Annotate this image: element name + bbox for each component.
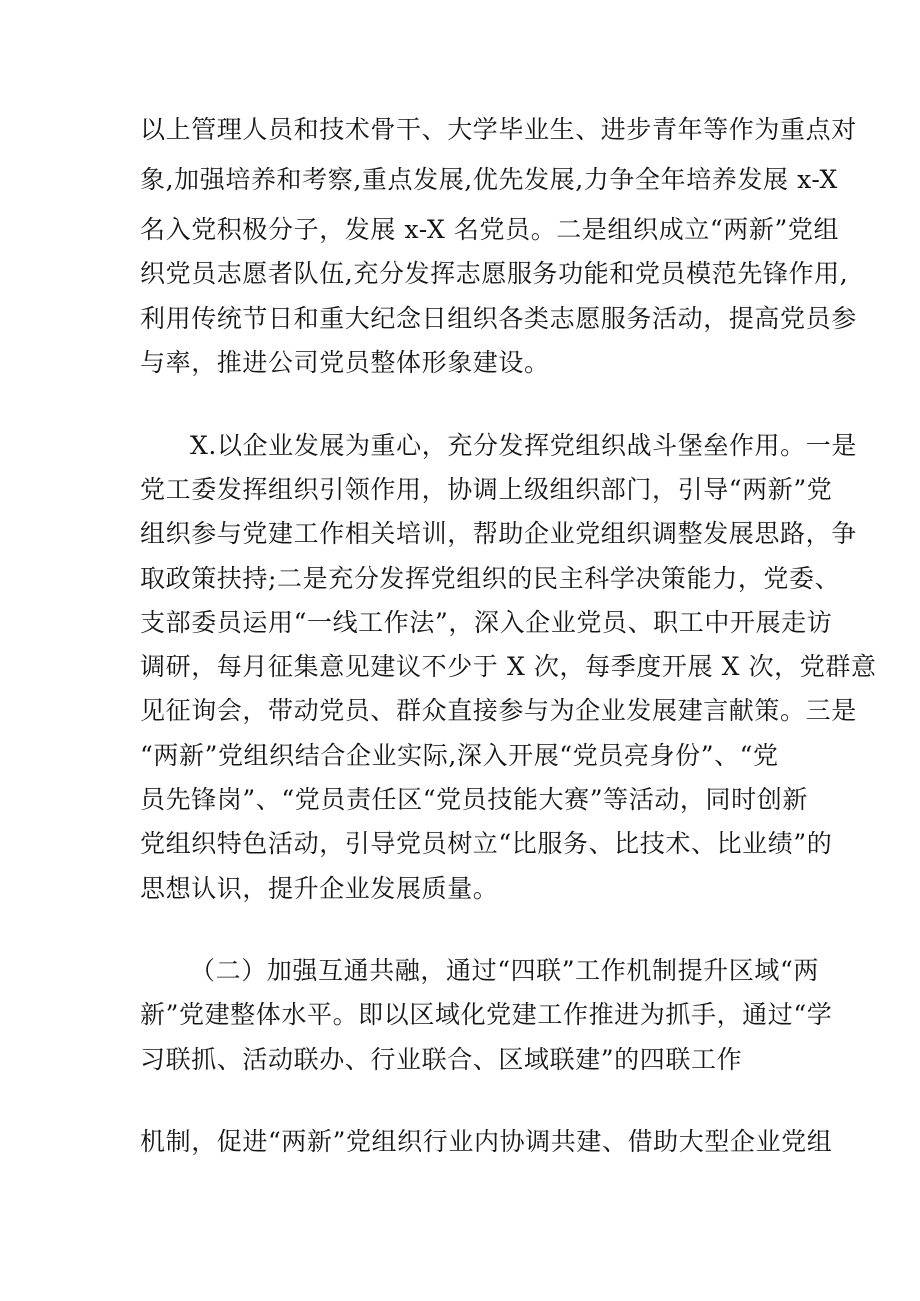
text-line: 以上管理人员和技术骨干、大学毕业生、进步青年等作为重点对	[140, 115, 857, 144]
text-line: 调研，每月征集意见建议不少于 X 次，每季度开展 X 次，党群意	[140, 652, 877, 681]
text-line: 利用传统节日和重大纪念日组织各类志愿服务活动，提高党员参	[140, 304, 857, 333]
text-line: X.以企业发展为重心，充分发挥党组织战斗堡垒作用。一是	[190, 431, 857, 460]
text-line: 织党员志愿者队伍,充分发挥志愿服务功能和党员模范先锋作用,	[140, 259, 849, 288]
text-line: （二）加强互通共融，通过“四联”工作机制提升区域“两	[190, 956, 819, 985]
text-line: 取政策扶持;二是充分发挥党组织的民主科学决策能力，党委、	[140, 564, 841, 593]
text-line: 新”党建整体水平。即以区域化党建工作推进为抓手，通过“学	[140, 1000, 833, 1029]
text-line: 思想认识，提升企业发展质量。	[140, 874, 499, 903]
text-line: 名入党积极分子，发展 x-X 名党员。二是组织成立“两新”党组	[140, 215, 840, 244]
text-line: 与率，推进公司党员整体形象建设。	[140, 348, 550, 377]
text-line: 员先锋岗”、“党员责任区“党员技能大赛”等活动，同时创新	[140, 785, 808, 814]
text-line: 机制，促进“两新”党组织行业内协调共建、借助大型企业党组	[140, 1127, 833, 1156]
text-line: 组织参与党建工作相关培训，帮助企业党组织调整发展思路，争	[140, 519, 857, 548]
text-line: 党组织特色活动，引导党员树立“比服务、比技术、比业绩”的	[140, 829, 833, 858]
text-line: “两新”党组织结合企业实际,深入开展“党员亮身份”、“党	[140, 741, 779, 770]
text-line: 党工委发挥组织引领作用，协调上级组织部门，引导“两新”党	[140, 475, 833, 504]
text-line: 见征询会，带动党员、群众直接参与为企业发展建言献策。三是	[140, 696, 857, 725]
text-line: 习联抓、活动联办、行业联合、区域联建”的四联工作	[140, 1045, 743, 1074]
text-line: 象,加强培养和考察,重点发展,优先发展,力争全年培养发展 x-X	[140, 165, 838, 194]
text-line: 支部委员运用“一线工作法”，深入企业党员、职工中开展走访	[140, 608, 833, 637]
